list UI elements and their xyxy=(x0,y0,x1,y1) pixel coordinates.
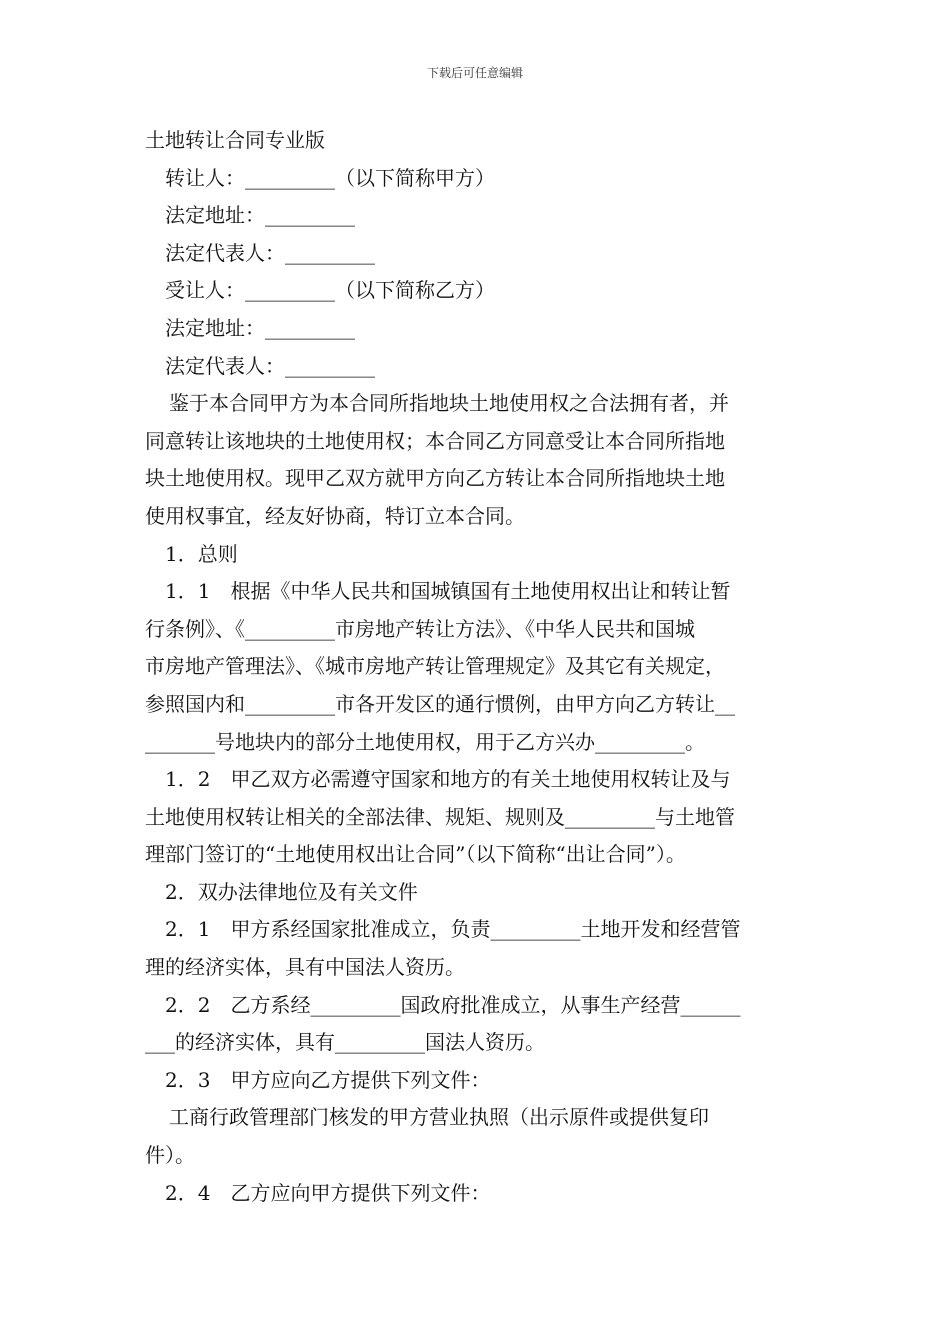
text-line: 法定代表人：_________ xyxy=(165,240,375,265)
document-title: 土地转让合同专业版 xyxy=(145,128,325,152)
text-line: 理部门签订的“土地使用权出让合同”（以下简称“出让合同”）。 xyxy=(145,842,686,867)
text-line: 转让人：_________（以下简称甲方） xyxy=(165,165,495,190)
page-header: 下载后可任意编辑 xyxy=(426,66,523,80)
section-heading: 2．双办法律地位及有关文件 xyxy=(165,879,418,904)
text-line: 2．2 乙方系经_________国政府批准成立，从事生产经营______ xyxy=(165,992,741,1017)
text-line: 2．3 甲方应向乙方提供下列文件： xyxy=(165,1067,491,1092)
text-line: 1．1 根据《中华人民共和国城镇国有土地使用权出让和转让暂 xyxy=(165,579,731,604)
text-line: 工商行政管理部门核发的甲方营业执照（出示原件或提供复印 xyxy=(169,1105,709,1130)
text-line: 1．2 甲乙双方必需遵守国家和地方的有关土地使用权转让及与 xyxy=(165,767,731,792)
text-line: 法定地址：_________ xyxy=(165,315,355,340)
text-line: 2．1 甲方系经国家批准成立，负责_________土地开发和经营管 xyxy=(165,917,741,942)
text-line: 法定代表人：_________ xyxy=(165,353,375,378)
section-heading: 1．总则 xyxy=(165,541,238,566)
text-line: _______号地块内的部分土地使用权，用于乙方兴办_________。 xyxy=(145,729,705,754)
text-line: 参照国内和_________市各开发区的通行惯例，由甲方向乙方转让__ xyxy=(145,691,735,716)
text-line: 理的经济实体，具有中国法人资历。 xyxy=(145,955,465,980)
text-line: 件）。 xyxy=(145,1143,195,1168)
text-line: ___的经济实体，具有_________国法人资历。 xyxy=(145,1030,545,1055)
text-line: 2．4 乙方应向甲方提供下列文件： xyxy=(165,1180,491,1205)
text-line: 受让人：_________（以下简称乙方） xyxy=(165,278,495,303)
text-line: 同意转让该地块的土地使用权；本合同乙方同意受让本合同所指地 xyxy=(145,428,725,453)
text-line: 法定地址：_________ xyxy=(165,203,355,228)
text-line: 市房地产管理法》、《城市房地产转让管理规定》及其它有关规定， xyxy=(145,654,725,679)
text-line: 土地使用权转让相关的全部法律、规矩、规则及_________与土地管 xyxy=(145,804,735,829)
text-line: 行条例》、《_________市房地产转让方法》、《中华人民共和国城 xyxy=(145,616,695,641)
text-line: 鉴于本合同甲方为本合同所指地块土地使用权之合法拥有者，并 xyxy=(169,391,729,416)
contract-body xyxy=(145,122,815,1212)
text-line: 使用权事宜，经友好协商，特订立本合同。 xyxy=(145,503,525,528)
text-line: 块土地使用权。现甲乙双方就甲方向乙方转让本合同所指地块土地 xyxy=(145,466,725,491)
